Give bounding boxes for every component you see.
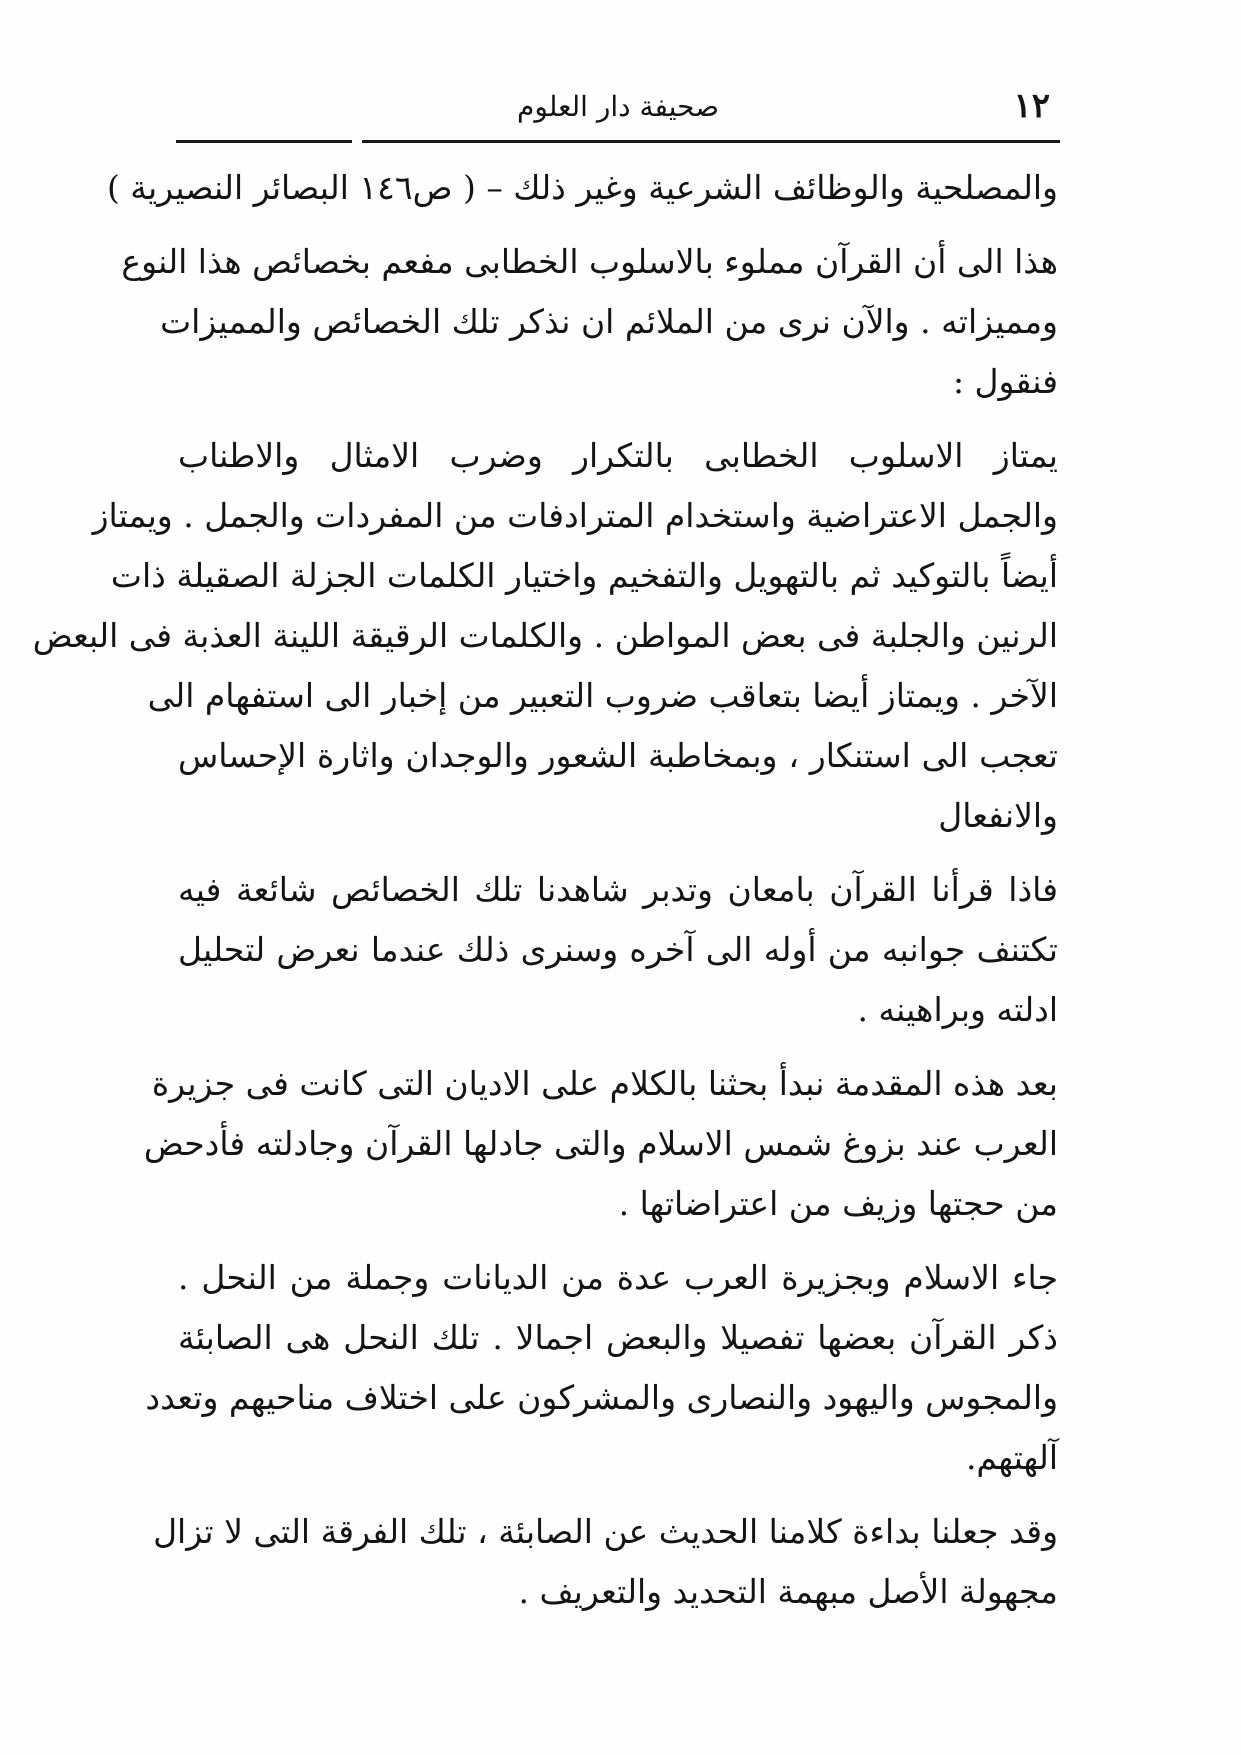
text-line: وقد جعلنا بداءة كلامنا الحديث عن الصابئة ، تلك الفرقة التى لا تزال xyxy=(153,1512,1058,1551)
text-line: تعجب الى استنكار ، وبمخاطبة الشعور والوجدان واثارة الإحساس xyxy=(178,736,1058,775)
text-line: ذكر القرآن بعضها تفصيلا والبعض اجمالا . تلك النحل هى الصابئة xyxy=(178,1318,1058,1357)
paragraph xyxy=(106,158,1058,218)
text-line: أيضاً بالتوكيد ثم بالتهويل والتفخيم واختيار الكلمات الجزلة الصقيلة ذات xyxy=(110,556,1058,595)
header-rule-long xyxy=(362,140,1060,143)
paragraph xyxy=(32,426,1058,846)
text-line: من حجتها وزيف من اعتراضاتها . xyxy=(618,1184,1058,1223)
text-line: والمصلحية والوظائف الشرعية وغير ذلك – ( ص١٤٦ البصائر النصيرية ) xyxy=(106,168,1058,207)
text-line: الرنين والجلبة فى بعض المواطن . والكلمات الرقيقة اللينة العذبة فى البعض xyxy=(32,616,1058,655)
text-line: العرب عند بزوغ شمس الاسلام والتى جادلها القرآن وجادلته فأدحض xyxy=(143,1124,1058,1163)
header-rule-short xyxy=(176,140,352,143)
page-header xyxy=(178,82,1058,134)
text-line: آلهتهم. xyxy=(965,1438,1058,1477)
text-line: والجمل الاعتراضية واستخدام المترادفات من المفردات والجمل . ويمتاز xyxy=(92,496,1058,535)
text-line: تكتنف جوانبه من أوله الى آخره وسنرى ذلك عندما نعرض لتحليل xyxy=(178,930,1058,969)
running-title: صحيفة دار العلوم xyxy=(517,90,719,123)
text-line: يمتاز الاسلوب الخطابى بالتكرار وضرب الامثال والاطناب xyxy=(178,436,1058,475)
text-line: مجهولة الأصل مبهمة التحديد والتعريف . xyxy=(518,1572,1058,1611)
paragraph xyxy=(178,860,1058,1040)
text-line: الآخر . ويمتاز أيضا بتعاقب ضروب التعبير من إخبار الى استفهام الى xyxy=(147,676,1058,715)
text-line: ومميزاته . والآن نرى من الملائم ان نذكر تلك الخصائص والمميزات xyxy=(160,302,1058,341)
text-line: جاء الاسلام وبجزيرة العرب عدة من الديانات وجملة من النحل . xyxy=(178,1258,1058,1297)
paragraph xyxy=(143,1054,1058,1234)
text-line: فنقول : xyxy=(952,362,1058,401)
text-line: والانفعال xyxy=(938,796,1058,835)
text-line: بعد هذه المقدمة نبدأ بحثنا بالكلام على الاديان التى كانت فى جزيرة xyxy=(151,1064,1058,1103)
paragraph xyxy=(153,1502,1058,1622)
page-number: ١٢ xyxy=(1013,86,1050,126)
text-line: والمجوس واليهود والنصارى والمشركون على اختلاف مناحيهم وتعدد xyxy=(145,1378,1058,1417)
text-line: ادلته وبراهينه . xyxy=(857,990,1058,1029)
paragraph xyxy=(145,1248,1058,1488)
text-line: فاذا قرأنا القرآن بامعان وتدبر شاهدنا تلك الخصائص شائعة فيه xyxy=(178,870,1058,909)
text-line: هذا الى أن القرآن مملوء بالاسلوب الخطابى مفعم بخصائص هذا النوع xyxy=(121,242,1058,281)
body-text xyxy=(32,158,1058,1622)
paragraph xyxy=(121,232,1058,412)
